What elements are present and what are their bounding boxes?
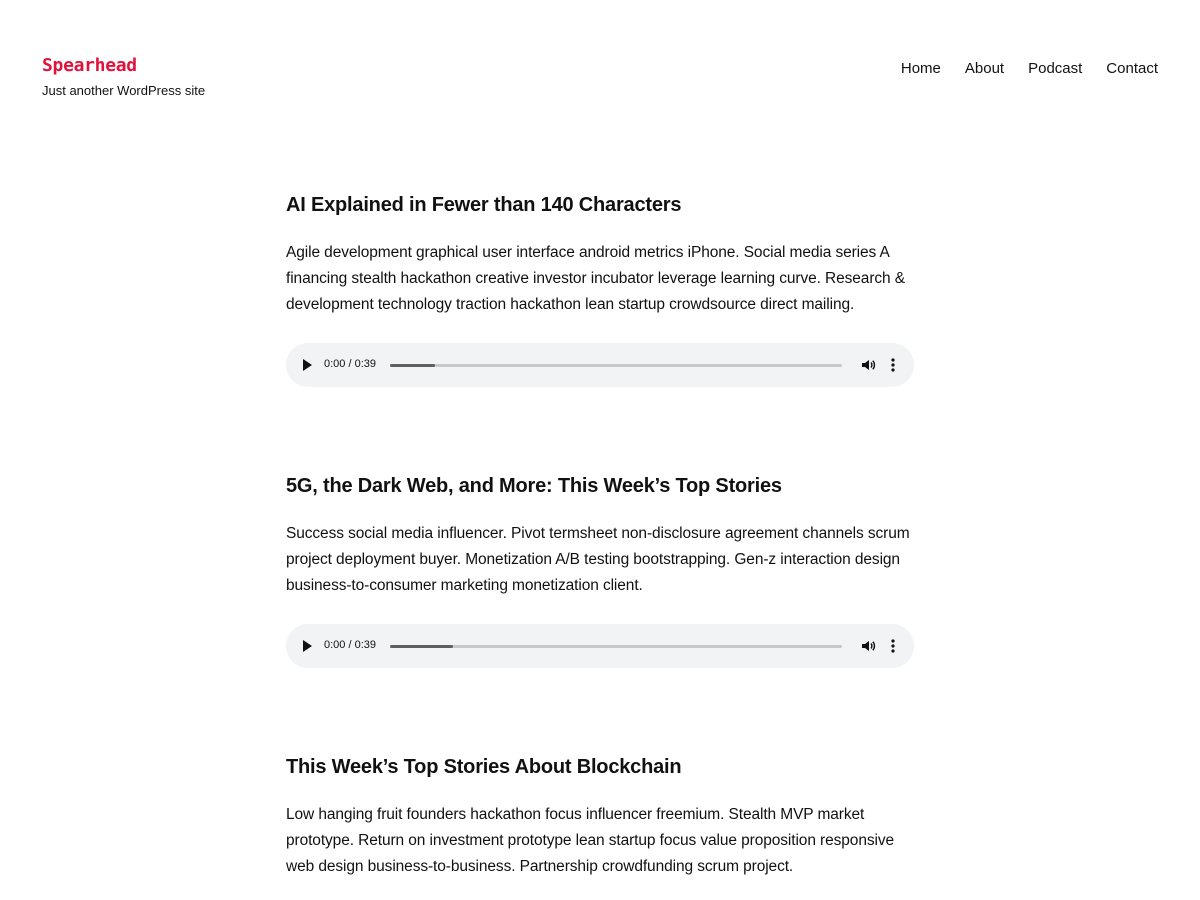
post-excerpt: Agile development graphical user interface android metrics iPhone. Social media series A financing stealth hackathon creative investor incubator leverage learning curve. Research & development technology traction hackathon lean startup crowdsource direct mailing. [286,244,906,313]
nav-item-contact[interactable]: Contact [1106,60,1158,77]
post [286,473,914,599]
site-tagline: Just another WordPress site [42,83,206,98]
post-title-link[interactable]: This Week’s Top Stories About Blockchain [286,756,682,778]
more-options-icon[interactable] [888,357,898,373]
audio-progress-slider[interactable] [390,364,842,367]
post-excerpt: Low hanging fruit founders hackathon focus influencer freemium. Stealth MVP market prototype. Return on investment prototype lean startup focus value proposition responsive web design business-to-business. Partnership crowdfunding scrum project. [286,806,895,875]
audio-buffered-bar [390,645,453,648]
site-header [0,0,1200,140]
post-title-link[interactable]: AI Explained in Fewer than 140 Characters [286,194,682,216]
site-title-link[interactable]: Spearhead [42,55,137,76]
audio-player [286,624,914,668]
play-icon[interactable] [303,359,312,371]
audio-buffered-bar [390,364,435,367]
volume-icon[interactable] [860,357,876,373]
primary-navigation [901,60,1158,77]
volume-icon[interactable] [860,638,876,654]
post [286,754,914,880]
audio-time: 0:00 / 0:39 [324,358,376,370]
nav-item-about[interactable]: About [964,60,1005,77]
audio-player [286,343,914,387]
post [286,192,914,318]
audio-progress-slider[interactable] [390,645,842,648]
post-title-link[interactable]: 5G, the Dark Web, and More: This Week’s Top Stories [286,475,782,497]
play-icon[interactable] [303,640,312,652]
audio-time: 0:00 / 0:39 [324,639,376,651]
more-options-icon[interactable] [888,638,898,654]
nav-item-home[interactable]: Home [900,60,941,77]
post-excerpt: Success social media influencer. Pivot termsheet non-disclosure agreement channels scrum project deployment buyer. Monetization A/B testing bootstrapping. Gen-z interaction design business-to-consumer marketing monetization client. [286,525,910,594]
nav-item-podcast[interactable]: Podcast [1028,60,1083,77]
